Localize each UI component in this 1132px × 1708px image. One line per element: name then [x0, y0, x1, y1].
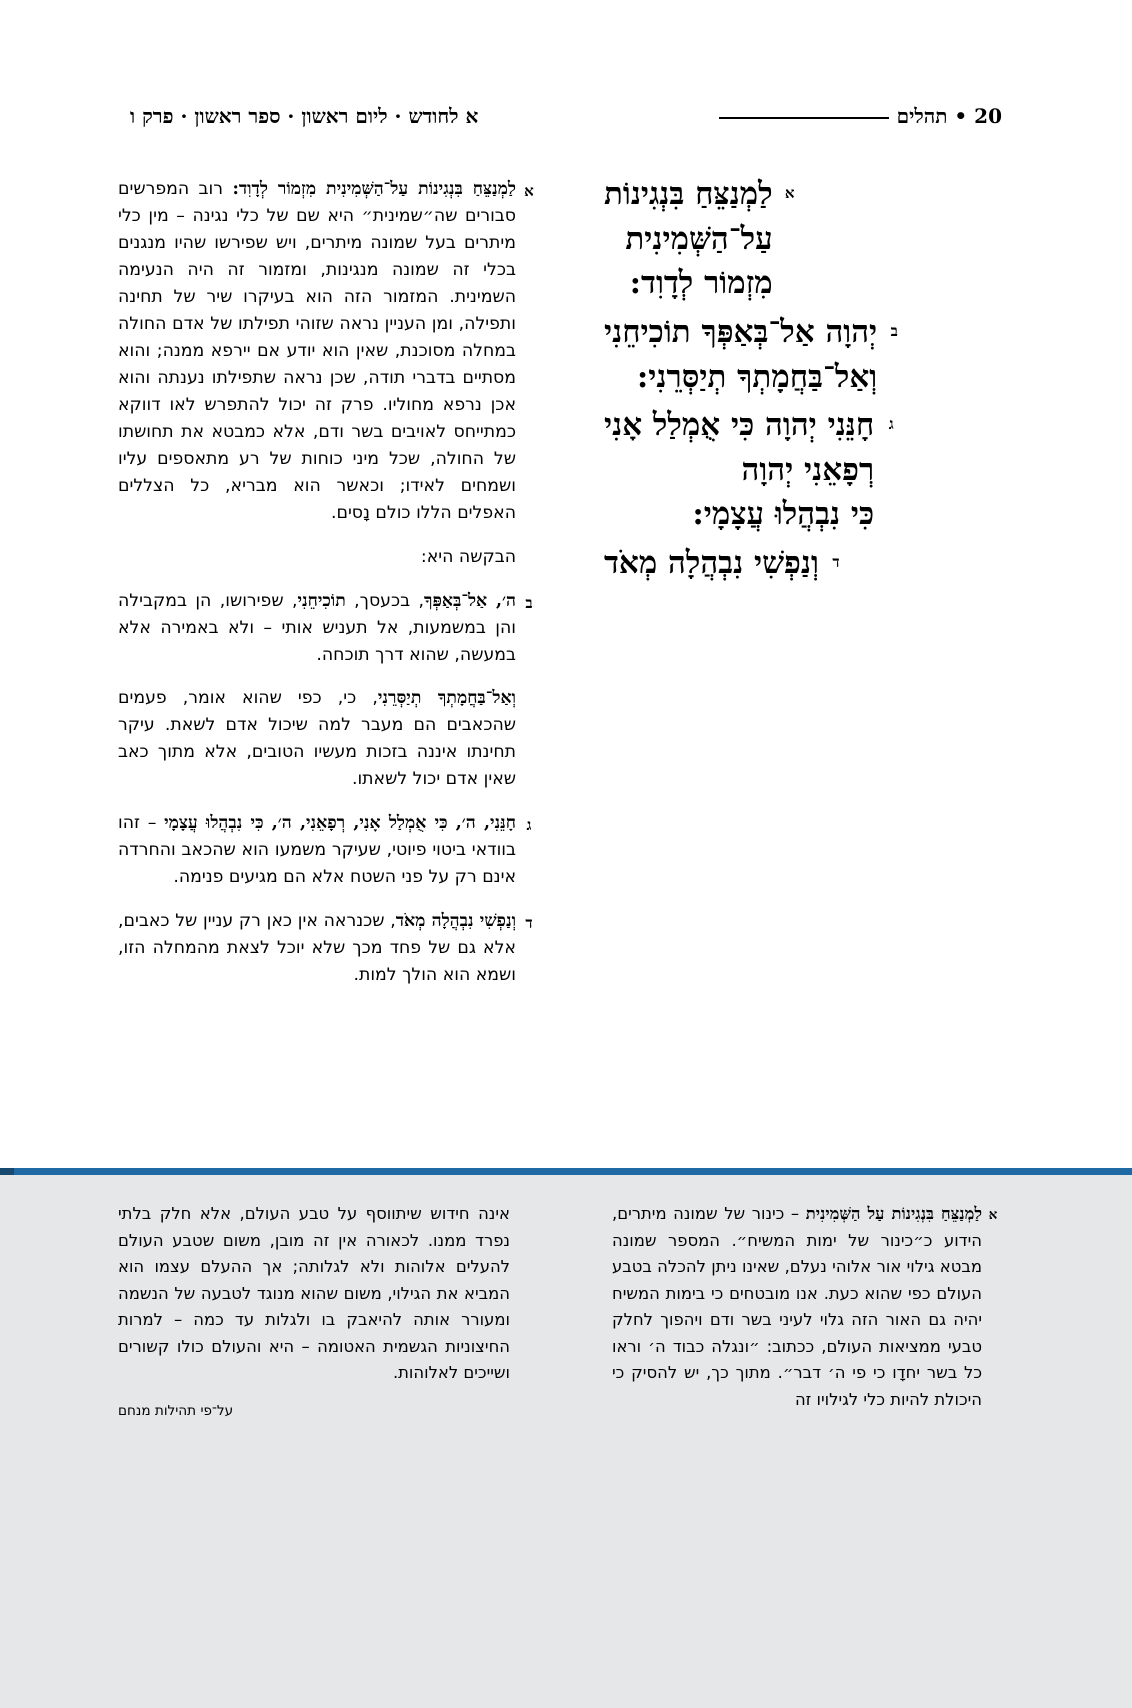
commentary-body: , כי, כפי שהוא אומר, פעמים שהכאבים הם מעבר למה שיכול אדם לשאת. עיקר תחינתו איננה בזכות מעשיו הטובים, אלא מתוך כאב שאין אדם יכול לשאתו. — [118, 688, 516, 790]
section-divider-rule — [0, 1168, 1132, 1175]
commentary-paragraph — [118, 588, 546, 669]
commentary-body: רוב המפרשים סבורים שה״שמינית״ היא שם של כלי נגינה – מין כלי מיתרים בעל שמונה מיתרים, ויש שפירשו שהיו מנגנים בכלי זה שמונה מנגינות, ומזמור זה היה הנעימה השמינית. המזמור הזה הוא בעיקרו שיר של תחינה ותפילה, ומן העניין נראה שזוהי תפילתו של אדם החולה במחלה מסוכנת, שאין הוא יודע אם יירפא ממנה; והוא מסתיים בדברי תודה, שכן נראה שתפילתו נענתה והוא אכן נרפא מחוליו. פרק זה יכול להתפרש לאו דווקא כמתייחס לאויבים בשר ודם, אלא כמבטא את תחושתו של החולה, שכל מיני כוחות של רע מתאספים עליו ושמחים לאידו; וכאשר הוא מבריא, כל הצללים האפלים הללו כולם נָסים. — [118, 179, 516, 523]
verse-block — [604, 310, 1004, 399]
verse-text — [604, 172, 773, 306]
footer-body: – כינור של שמונה מיתרים, הידוע כ״כינור של ימות המשיח״. המספר שמונה מבטא גילוי אור אלוהי נעלם, שאינו ניתן להכלה בטבע העולם כפי שהוא כעת. אנו מובטחים כי בימות המשיח יהיה גם האור הזה גלוי לעיני בשר ודם ויהפוך לחלק טבעי ממציאות העולם, ככתוב: ״ונגלה כבוד ה׳ וראו כל בשר יחדָו כי פי ה׳ דבר״. מתוך כך, יש להסיק כי היכולת להיות כלי לגילויו זה — [612, 1204, 982, 1410]
footer-paragraph — [612, 1201, 1004, 1414]
commentary-text — [118, 685, 516, 793]
verse-text — [604, 541, 819, 586]
commentary-lemma: לַמְנַצֵּחַ בִּנְגִינוֹת עַל־הַשְּׁמִינִית מִזְמוֹר לְדָוִד: — [232, 179, 517, 199]
commentary-marker: ד — [525, 914, 533, 933]
commentary-text — [118, 588, 516, 669]
commentary-text — [118, 176, 516, 527]
verse-marker: א — [784, 184, 795, 202]
footer-paragraph — [118, 1201, 510, 1387]
footer-column-right — [612, 1201, 1004, 1419]
commentary-lemma: חָנֵּנִי, ה׳, כִּי אֻמְלַל אָנִי, רְפָאֵנִי, ה׳, כִּי נִבְהֲלוּ עֲצָמָי — [164, 813, 516, 834]
commentary-lemma: וְנַפְשִׁי נִבְהֲלָה מְאֹד — [395, 911, 516, 932]
commentary-paragraph — [118, 176, 546, 527]
verse-text — [604, 310, 877, 399]
verse-line: לַמְנַצֵּחַ בִּנְגִינוֹת — [604, 176, 773, 212]
verse-block — [604, 541, 1004, 586]
commentary-column — [118, 176, 546, 1006]
footer-lemma: לַמְנַצֵּחַ בִּנְגִינוֹת עַל הַשְּׁמִינִית — [805, 1204, 983, 1223]
commentary-body: , בכעסך, — [345, 590, 425, 611]
commentary-body: – זהו בוודאי ביטוי פיוטי, שעיקר משמעו הוא שהכאב והחרדה אינם רק על פני השטח אלא הם מגיעים פנימה. — [118, 813, 516, 888]
verse-line: כִּי נִבְהֲלוּ עֲצָמָי: — [692, 496, 875, 533]
page-number: 20 — [974, 104, 1002, 128]
verse-line: וְנַפְשִׁי נִבְהֲלָה מְאֹד — [604, 545, 819, 581]
verse-marker: ב — [890, 321, 898, 340]
verse-line: חָנֵּנִי יְהוָה כִּי אֻמְלַל אָנִי — [604, 407, 875, 444]
footer-marker: א — [988, 1207, 998, 1223]
header-reference: א לחודש · ליום ראשון · ספר ראשון · פרק ו — [130, 104, 479, 128]
commentary-text — [118, 810, 516, 891]
footer-column-left — [118, 1201, 510, 1419]
verse-marker: ד — [832, 553, 840, 571]
section-divider-cap — [0, 1168, 14, 1175]
commentary-body: , שכנראה אין כאן רק עניין של כאבים, אלא גם של פחד מכך שלא יוכל לצאת מהמחלה הזו, ושמא הוא הולך למות. — [118, 911, 516, 986]
commentary-lemma-2: תוֹכִיחֵנִי — [297, 590, 346, 611]
verse-line: וְאַל־בַּחֲמָתְךָ תְיַסְּרֵנִי: — [636, 358, 878, 395]
commentary-paragraph — [118, 685, 546, 793]
verse-block — [604, 403, 1004, 537]
footer-columns — [118, 1201, 1004, 1419]
header-rule — [719, 117, 889, 119]
header-dot: • — [954, 104, 968, 128]
verse-block — [604, 172, 1004, 306]
commentary-text — [118, 908, 516, 989]
verse-marker: ג — [888, 415, 894, 434]
body-area — [118, 172, 1004, 1162]
verse-line: רְפָאֵנִי יְהוָה — [741, 451, 875, 488]
footer-panel — [0, 1175, 1132, 1708]
verse-line: עַל־הַשְּׁמִינִית — [625, 220, 773, 257]
commentary-paragraph — [118, 810, 546, 891]
commentary-marker: א — [524, 182, 534, 200]
book-title: תהלים — [896, 104, 948, 128]
verse-line: יְהוָה אַל־בְּאַפְּךָ תוֹכִיחֵנִי — [604, 313, 878, 350]
running-head — [130, 104, 1002, 138]
verse-text — [604, 403, 874, 537]
commentary-paragraph — [118, 908, 546, 989]
commentary-text — [118, 544, 516, 571]
running-head-book — [897, 104, 1002, 129]
footer-source-attribution: על־פי תהילות מנחם — [118, 1403, 234, 1420]
footer-text: אינה חידוש שיתווסף על טבע העולם, אלא חלק בלתי נפרד ממנו. לכאורה אין זה מובן, משום שטבע העולם להעלים אלוהות ולא לגלותה; אך ההעלם עצמו הוא המביא את הגילוי, משום שהוא מנוגד לטבעה של הנשמה ומעורר אותה להיאבק בו ולגלות עד כמה – למרות החיצוניות הגשמית האטומה – היא והעולם כולו קשורים ושייכים לאלוהות. — [118, 1204, 510, 1383]
commentary-paragraph — [118, 544, 546, 571]
commentary-body-2: , שפירושו, הן במקבילה והן במשמעות, אל תעניש אותי – ולא באמירה אלא במעשה, שהוא דרך תוכחה. — [118, 590, 516, 665]
footer-text — [612, 1201, 982, 1414]
commentary-body: הבקשה היא: — [420, 546, 516, 567]
verse-line: מִזְמוֹר לְדָוִד: — [629, 265, 773, 302]
commentary-marker: ב — [525, 593, 533, 612]
verse-column — [604, 172, 1004, 590]
commentary-marker: ג — [526, 816, 532, 835]
commentary-lemma: ה׳, אַל־בְּאַפְּךָ — [424, 590, 516, 611]
commentary-lemma: וְאַל־בַּחֲמָתְךָ תְיַסְּרֵנִי — [377, 688, 516, 709]
